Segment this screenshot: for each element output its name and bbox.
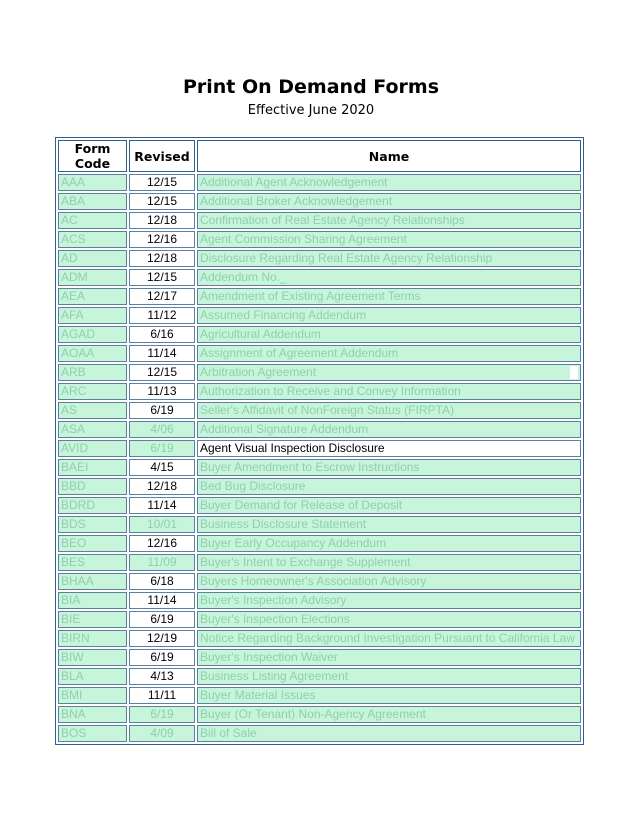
revised-cell: 12/18: [129, 478, 195, 495]
form-code-cell: AVID: [58, 440, 127, 457]
table-row: [58, 307, 581, 324]
page-title: Print On Demand Forms: [182, 76, 440, 98]
form-name-cell: Arbitration Agreement: [197, 364, 581, 381]
form-code-cell: BOS: [58, 725, 127, 742]
table-row: [58, 649, 581, 666]
form-code-cell: ARC: [58, 383, 127, 400]
form-name-cell: Additional Signature Addendum: [197, 421, 581, 438]
table-row: [58, 402, 581, 419]
revised-cell: 6/18: [129, 573, 195, 590]
revised-cell: 11/12: [129, 307, 195, 324]
table-row: [58, 364, 581, 381]
table-row: [58, 554, 581, 571]
form-code-cell: BIW: [58, 649, 127, 666]
revised-cell: 12/15: [129, 193, 195, 210]
revised-cell: 12/16: [129, 231, 195, 248]
table-row: [58, 212, 581, 229]
column-header-revised: Revised: [129, 140, 195, 172]
forms-table: [55, 137, 584, 745]
form-code-cell: AFA: [58, 307, 127, 324]
form-name-cell: Additional Agent Acknowledgement: [197, 174, 581, 191]
form-name-cell: Notice Regarding Background Investigation Pursuant to California Law: [197, 630, 581, 647]
form-code-cell: ASA: [58, 421, 127, 438]
table-row: [58, 592, 581, 609]
table-row: [58, 478, 581, 495]
table-row: [58, 269, 581, 286]
form-code-cell: BNA: [58, 706, 127, 723]
revised-cell: 12/18: [129, 250, 195, 267]
table-row: [58, 174, 581, 191]
revised-cell: 12/19: [129, 630, 195, 647]
table-row: [58, 497, 581, 514]
form-code-cell: AS: [58, 402, 127, 419]
form-name-cell: Business Listing Agreement: [197, 668, 581, 685]
form-name-cell: Addendum No._: [197, 269, 581, 286]
revised-cell: 12/15: [129, 174, 195, 191]
table-row: [58, 687, 581, 704]
form-name-cell: Amendment of Existing Agreement Terms: [197, 288, 581, 305]
form-name-cell: Buyer Amendment to Escrow Instructions: [197, 459, 581, 476]
form-code-cell: AGAD: [58, 326, 127, 343]
table-row: [58, 345, 581, 362]
form-name-cell: Additional Broker Acknowledgement: [197, 193, 581, 210]
table-row: [58, 706, 581, 723]
form-name-cell: Buyer's Inspection Elections: [197, 611, 581, 628]
form-name-cell: Assignment of Agreement Addendum: [197, 345, 581, 362]
revised-cell: 11/14: [129, 497, 195, 514]
form-code-cell: BBD: [58, 478, 127, 495]
form-code-cell: BIA: [58, 592, 127, 609]
revised-cell: 12/18: [129, 212, 195, 229]
form-code-cell: BIE: [58, 611, 127, 628]
form-name-cell: Authorization to Receive and Convey Information: [197, 383, 581, 400]
form-code-cell: AAA: [58, 174, 127, 191]
table-row: [58, 440, 581, 457]
revised-cell: 11/14: [129, 345, 195, 362]
form-code-cell: BEO: [58, 535, 127, 552]
revised-cell: 6/19: [129, 440, 195, 457]
form-name-cell: Seller's Affidavit of NonForeign Status (FIRPTA): [197, 402, 581, 419]
revised-cell: 12/16: [129, 535, 195, 552]
form-code-cell: AC: [58, 212, 127, 229]
revised-cell: 6/19: [129, 611, 195, 628]
revised-cell: 6/19: [129, 649, 195, 666]
revised-cell: 4/09: [129, 725, 195, 742]
table-row: [58, 326, 581, 343]
table-row: [58, 231, 581, 248]
form-name-cell: Buyer's Inspection Waiver: [197, 649, 581, 666]
form-code-cell: ARB: [58, 364, 127, 381]
form-name-cell: Bill of Sale: [197, 725, 581, 742]
table-row: [58, 193, 581, 210]
form-code-cell: BDS: [58, 516, 127, 533]
form-name-cell: Agent Visual Inspection Disclosure: [197, 440, 581, 457]
form-name-cell: Buyer Demand for Release of Deposit: [197, 497, 581, 514]
table-row: [58, 668, 581, 685]
revised-cell: 6/19: [129, 402, 195, 419]
revised-cell: 11/09: [129, 554, 195, 571]
revised-cell: 4/06: [129, 421, 195, 438]
revised-cell: 6/16: [129, 326, 195, 343]
table-row: [58, 630, 581, 647]
revised-cell: 12/15: [129, 364, 195, 381]
form-code-cell: BDRD: [58, 497, 127, 514]
table-row: [58, 611, 581, 628]
form-name-cell: Agent Commission Sharing Agreement: [197, 231, 581, 248]
form-name-cell: Buyer Material Issues: [197, 687, 581, 704]
form-code-cell: BLA: [58, 668, 127, 685]
form-code-cell: AD: [58, 250, 127, 267]
form-name-cell: Buyer's Intent to Exchange Supplement: [197, 554, 581, 571]
form-name-cell: Buyers Homeowner's Association Advisory: [197, 573, 581, 590]
form-name-cell: Confirmation of Real Estate Agency Relationships: [197, 212, 581, 229]
table-row: [58, 383, 581, 400]
form-code-cell: AEA: [58, 288, 127, 305]
form-code-cell: BIRN: [58, 630, 127, 647]
table-row: [58, 288, 581, 305]
form-name-cell: Business Disclosure Statement: [197, 516, 581, 533]
table-header-row: [58, 140, 581, 172]
form-name-cell: Buyer Early Occupancy Addendum: [197, 535, 581, 552]
table-row: [58, 421, 581, 438]
revised-cell: 12/15: [129, 269, 195, 286]
table-row: [58, 573, 581, 590]
form-code-cell: ABA: [58, 193, 127, 210]
revised-cell: 12/17: [129, 288, 195, 305]
form-code-cell: BHAA: [58, 573, 127, 590]
column-header-form-code: Form Code: [58, 140, 127, 172]
form-name-cell: Bed Bug Disclosure: [197, 478, 581, 495]
form-name-cell: Agricultural Addendum: [197, 326, 581, 343]
revised-cell: 4/15: [129, 459, 195, 476]
form-code-cell: BAEI: [58, 459, 127, 476]
form-name-cell: Buyer's Inspection Advisory: [197, 592, 581, 609]
revised-cell: 4/13: [129, 668, 195, 685]
form-code-cell: BMI: [58, 687, 127, 704]
form-code-cell: ADM: [58, 269, 127, 286]
table-row: [58, 725, 581, 742]
form-name-cell: Disclosure Regarding Real Estate Agency Relationship: [197, 250, 581, 267]
form-code-cell: BES: [58, 554, 127, 571]
revised-cell: 11/11: [129, 687, 195, 704]
page-subtitle: Effective June 2020: [247, 103, 375, 118]
revised-cell: 11/13: [129, 383, 195, 400]
form-code-cell: ACS: [58, 231, 127, 248]
revised-cell: 6/19: [129, 706, 195, 723]
table-row: [58, 459, 581, 476]
table-row: [58, 250, 581, 267]
column-header-name: Name: [197, 140, 581, 172]
revised-cell: 11/14: [129, 592, 195, 609]
table-row: [58, 535, 581, 552]
form-code-cell: AOAA: [58, 345, 127, 362]
revised-cell: 10/01: [129, 516, 195, 533]
table-row: [58, 516, 581, 533]
form-name-cell: Assumed Financing Addendum: [197, 307, 581, 324]
form-name-cell: Buyer (Or Tenant) Non-Agency Agreement: [197, 706, 581, 723]
